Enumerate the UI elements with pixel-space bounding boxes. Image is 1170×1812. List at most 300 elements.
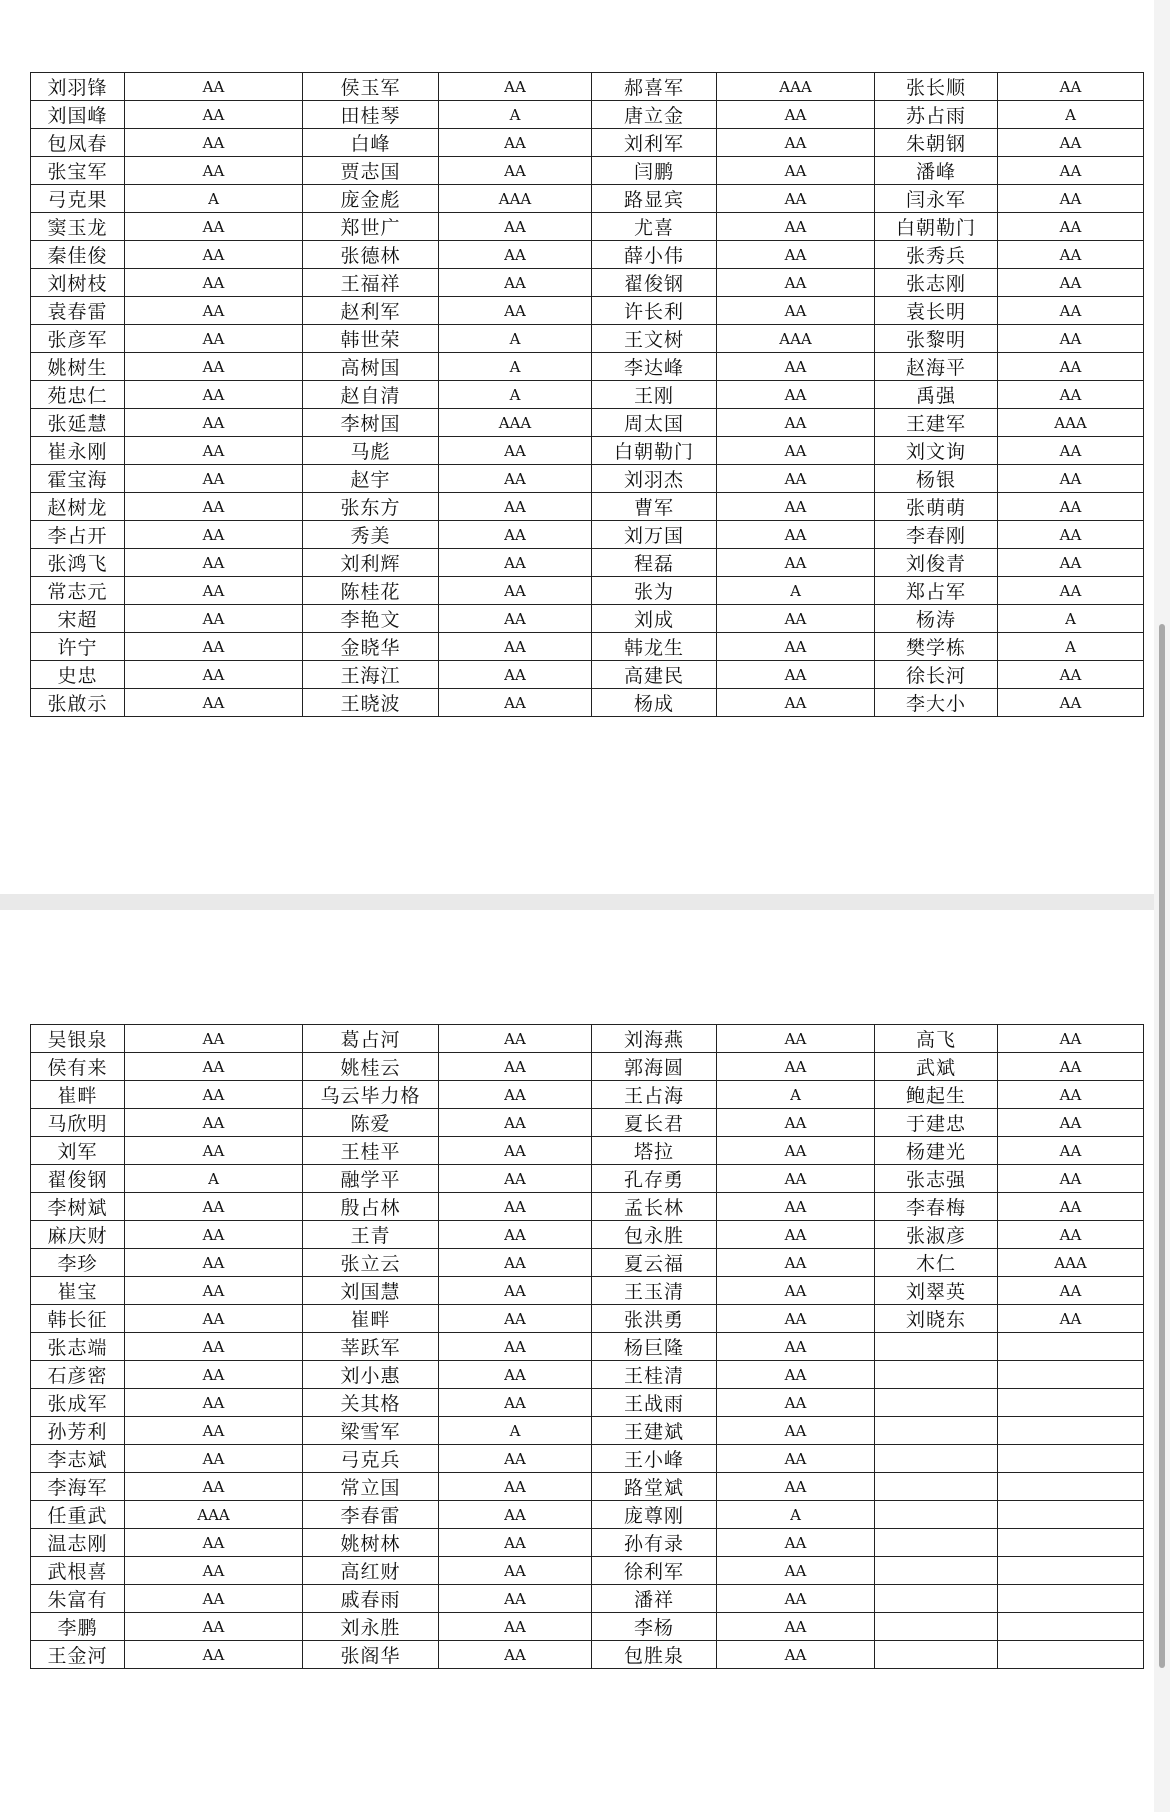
rating-cell: AA	[125, 1221, 303, 1249]
table-row	[31, 1613, 1144, 1641]
rating-cell: AA	[125, 73, 303, 101]
rating-cell: AA	[125, 1193, 303, 1221]
rating-cell: AA	[125, 1445, 303, 1473]
name-cell: 王桂清	[592, 1361, 717, 1389]
rating-cell: AA	[439, 1305, 592, 1333]
name-cell: 高建民	[592, 661, 717, 689]
name-cell: 白朝勒门	[875, 213, 998, 241]
rating-cell: A	[717, 1081, 875, 1109]
rating-cell: AA	[125, 1137, 303, 1165]
table-row	[31, 633, 1144, 661]
document-page-1	[0, 0, 1154, 894]
table-row	[31, 1389, 1144, 1417]
rating-cell: AA	[998, 437, 1144, 465]
rating-cell: AA	[439, 549, 592, 577]
rating-cell	[998, 1501, 1144, 1529]
table-row	[31, 297, 1144, 325]
name-cell: 崔畔	[303, 1305, 439, 1333]
name-cell: 夏长君	[592, 1109, 717, 1137]
table-row	[31, 409, 1144, 437]
name-cell: 武斌	[875, 1053, 998, 1081]
name-cell: 唐立金	[592, 101, 717, 129]
rating-cell: AA	[717, 101, 875, 129]
name-cell: 刘翠英	[875, 1277, 998, 1305]
table-row	[31, 1501, 1144, 1529]
rating-cell: AA	[998, 661, 1144, 689]
name-cell: 赵树龙	[31, 493, 125, 521]
rating-cell: AA	[125, 1557, 303, 1585]
rating-cell: AA	[125, 1333, 303, 1361]
table-row	[31, 465, 1144, 493]
name-cell: 赵宇	[303, 465, 439, 493]
name-cell: 白峰	[303, 129, 439, 157]
name-cell: 朱朝钢	[875, 129, 998, 157]
name-cell: 庞尊刚	[592, 1501, 717, 1529]
name-cell: 赵利军	[303, 297, 439, 325]
rating-cell: A	[439, 381, 592, 409]
name-cell: 陈桂花	[303, 577, 439, 605]
name-cell: 殷占林	[303, 1193, 439, 1221]
name-cell: 韩龙生	[592, 633, 717, 661]
rating-cell: AA	[717, 353, 875, 381]
rating-cell: AA	[998, 213, 1144, 241]
rating-cell: AAA	[717, 73, 875, 101]
rating-cell: A	[439, 1417, 592, 1445]
rating-cell: AA	[125, 129, 303, 157]
name-cell: 吴银泉	[31, 1025, 125, 1053]
name-cell: 李春梅	[875, 1193, 998, 1221]
rating-cell: AA	[717, 157, 875, 185]
name-cell: 张啟示	[31, 689, 125, 717]
rating-cell: AA	[439, 1473, 592, 1501]
name-cell: 袁春雷	[31, 297, 125, 325]
name-cell: 杨建光	[875, 1137, 998, 1165]
name-cell	[875, 1557, 998, 1585]
name-cell: 张鸿飞	[31, 549, 125, 577]
name-cell: 周太国	[592, 409, 717, 437]
name-cell: 弓克果	[31, 185, 125, 213]
rating-cell: AA	[125, 1473, 303, 1501]
rating-cell: AAA	[717, 325, 875, 353]
name-cell: 潘峰	[875, 157, 998, 185]
rating-cell: AA	[439, 1641, 592, 1669]
name-cell: 徐长河	[875, 661, 998, 689]
name-cell: 贾志国	[303, 157, 439, 185]
name-cell: 尤喜	[592, 213, 717, 241]
name-cell: 庞金彪	[303, 185, 439, 213]
rating-cell: AA	[717, 1053, 875, 1081]
rating-cell: AA	[998, 269, 1144, 297]
rating-cell: AA	[717, 269, 875, 297]
rating-cell: AA	[998, 353, 1144, 381]
rating-cell: AA	[717, 1445, 875, 1473]
rating-cell: A	[717, 1501, 875, 1529]
table-row	[31, 661, 1144, 689]
rating-cell: AA	[717, 1277, 875, 1305]
rating-cell: AA	[998, 689, 1144, 717]
name-cell	[875, 1501, 998, 1529]
name-cell: 霍宝海	[31, 465, 125, 493]
name-cell: 任重武	[31, 1501, 125, 1529]
rating-cell: AA	[125, 633, 303, 661]
name-cell: 张长顺	[875, 73, 998, 101]
rating-cell: AA	[439, 1361, 592, 1389]
name-cell: 麻庆财	[31, 1221, 125, 1249]
rating-cell: AA	[717, 1221, 875, 1249]
rating-cell: AA	[439, 465, 592, 493]
name-cell: 乌云毕力格	[303, 1081, 439, 1109]
name-cell	[875, 1389, 998, 1417]
rating-cell: A	[125, 185, 303, 213]
name-cell	[875, 1613, 998, 1641]
name-cell	[875, 1333, 998, 1361]
rating-cell: AA	[125, 1641, 303, 1669]
rating-cell: AA	[439, 1585, 592, 1613]
rating-cell	[998, 1417, 1144, 1445]
name-cell: 郑世广	[303, 213, 439, 241]
name-cell: 金晓华	[303, 633, 439, 661]
rating-cell: AA	[439, 1333, 592, 1361]
name-cell: 姚桂云	[303, 1053, 439, 1081]
name-cell: 秀美	[303, 521, 439, 549]
rating-cell: AA	[998, 129, 1144, 157]
name-cell: 郑占军	[875, 577, 998, 605]
rating-cell: AA	[717, 409, 875, 437]
name-cell: 张洪勇	[592, 1305, 717, 1333]
rating-cell: AA	[998, 73, 1144, 101]
table-row	[31, 157, 1144, 185]
rating-cell: AA	[998, 1053, 1144, 1081]
rating-cell: AA	[998, 493, 1144, 521]
name-cell: 田桂琴	[303, 101, 439, 129]
name-cell	[875, 1641, 998, 1669]
rating-cell: A	[439, 353, 592, 381]
name-cell: 赵海平	[875, 353, 998, 381]
rating-cell: AA	[717, 1641, 875, 1669]
rating-cell	[998, 1529, 1144, 1557]
name-cell: 杨成	[592, 689, 717, 717]
name-cell: 刘国慧	[303, 1277, 439, 1305]
rating-cell: AA	[125, 661, 303, 689]
name-cell: 张彦军	[31, 325, 125, 353]
name-cell	[875, 1529, 998, 1557]
rating-cell: AA	[998, 297, 1144, 325]
rating-cell: A	[998, 101, 1144, 129]
rating-cell: AA	[125, 1249, 303, 1277]
table-row	[31, 1473, 1144, 1501]
rating-cell: AA	[717, 605, 875, 633]
rating-cell: AA	[717, 633, 875, 661]
table-row	[31, 1333, 1144, 1361]
name-cell: 路堂斌	[592, 1473, 717, 1501]
name-cell: 张东方	[303, 493, 439, 521]
name-cell: 郝喜军	[592, 73, 717, 101]
rating-cell: AA	[717, 1165, 875, 1193]
rating-cell: AA	[125, 577, 303, 605]
rating-cell: AA	[998, 1305, 1144, 1333]
rating-cell: A	[717, 577, 875, 605]
name-cell: 李树斌	[31, 1193, 125, 1221]
table-row	[31, 325, 1144, 353]
name-cell: 朱富有	[31, 1585, 125, 1613]
name-cell: 李海军	[31, 1473, 125, 1501]
name-cell: 孙有录	[592, 1529, 717, 1557]
name-cell: 杨巨隆	[592, 1333, 717, 1361]
rating-cell: AA	[717, 1473, 875, 1501]
rating-cell	[998, 1361, 1144, 1389]
rating-cell: AA	[717, 241, 875, 269]
name-cell: 王占海	[592, 1081, 717, 1109]
table-row	[31, 577, 1144, 605]
rating-cell	[998, 1389, 1144, 1417]
name-cell: 侯有来	[31, 1053, 125, 1081]
name-cell: 苏占雨	[875, 101, 998, 129]
rating-cell: AA	[717, 661, 875, 689]
rating-cell	[998, 1585, 1144, 1613]
rating-cell: AA	[998, 521, 1144, 549]
table-row	[31, 493, 1144, 521]
name-cell: 刘利辉	[303, 549, 439, 577]
rating-cell: AA	[125, 493, 303, 521]
name-cell: 袁长明	[875, 297, 998, 325]
table-row	[31, 101, 1144, 129]
name-cell: 温志刚	[31, 1529, 125, 1557]
rating-cell	[998, 1445, 1144, 1473]
name-cell: 于建忠	[875, 1109, 998, 1137]
name-cell: 莘跃军	[303, 1333, 439, 1361]
table-row	[31, 241, 1144, 269]
name-cell: 高红财	[303, 1557, 439, 1585]
table-row	[31, 1641, 1144, 1669]
name-cell: 王文树	[592, 325, 717, 353]
rating-cell: AAA	[439, 185, 592, 213]
name-cell: 包永胜	[592, 1221, 717, 1249]
document-page-2	[0, 910, 1154, 1812]
name-cell: 李志斌	[31, 1445, 125, 1473]
table-row	[31, 185, 1144, 213]
name-cell: 陈爱	[303, 1109, 439, 1137]
rating-cell: AA	[125, 325, 303, 353]
name-cell: 翟俊钢	[592, 269, 717, 297]
name-cell: 许宁	[31, 633, 125, 661]
name-cell: 王战雨	[592, 1389, 717, 1417]
name-cell: 李达峰	[592, 353, 717, 381]
rating-cell: A	[439, 325, 592, 353]
name-cell: 张立云	[303, 1249, 439, 1277]
rating-cell: AA	[439, 1221, 592, 1249]
rating-cell: AA	[717, 297, 875, 325]
rating-cell: AA	[439, 1137, 592, 1165]
table-row	[31, 1557, 1144, 1585]
name-cell: 李大小	[875, 689, 998, 717]
rating-cell: A	[439, 101, 592, 129]
rating-cell: AA	[125, 101, 303, 129]
name-cell: 姚树生	[31, 353, 125, 381]
name-cell: 王桂平	[303, 1137, 439, 1165]
rating-cell: AA	[717, 381, 875, 409]
rating-cell: AA	[717, 521, 875, 549]
rating-cell: AA	[439, 1249, 592, 1277]
name-cell: 王刚	[592, 381, 717, 409]
name-cell: 侯玉军	[303, 73, 439, 101]
name-cell: 李春雷	[303, 1501, 439, 1529]
name-cell: 崔畔	[31, 1081, 125, 1109]
rating-cell: AA	[717, 1109, 875, 1137]
rating-cell: A	[125, 1165, 303, 1193]
name-cell: 窦玉龙	[31, 213, 125, 241]
rating-cell	[998, 1613, 1144, 1641]
name-cell: 路显宾	[592, 185, 717, 213]
name-cell: 武根喜	[31, 1557, 125, 1585]
name-cell: 刘晓东	[875, 1305, 998, 1333]
rating-cell: AA	[125, 1529, 303, 1557]
rating-cell: AA	[439, 689, 592, 717]
rating-cell: AA	[717, 1557, 875, 1585]
name-cell: 崔宝	[31, 1277, 125, 1305]
name-cell: 李鹏	[31, 1613, 125, 1641]
name-cell: 杨银	[875, 465, 998, 493]
rating-cell: AA	[439, 1165, 592, 1193]
name-cell: 宋超	[31, 605, 125, 633]
name-cell: 刘树枝	[31, 269, 125, 297]
rating-cell: AA	[125, 1361, 303, 1389]
rating-cell: AA	[125, 1025, 303, 1053]
rating-cell: AA	[439, 1025, 592, 1053]
table-row	[31, 1081, 1144, 1109]
rating-cell: AA	[998, 1109, 1144, 1137]
name-cell: 李艳文	[303, 605, 439, 633]
table-row	[31, 353, 1144, 381]
table-row	[31, 1193, 1144, 1221]
rating-cell: AA	[717, 1389, 875, 1417]
rating-cell: AA	[717, 1249, 875, 1277]
name-cell: 崔永刚	[31, 437, 125, 465]
name-cell: 李杨	[592, 1613, 717, 1641]
name-cell: 刘成	[592, 605, 717, 633]
scrollbar-thumb[interactable]	[1159, 624, 1165, 1668]
table-row	[31, 1361, 1144, 1389]
rating-cell: AA	[439, 157, 592, 185]
name-cell: 张淑彦	[875, 1221, 998, 1249]
name-cell	[875, 1585, 998, 1613]
credit-rating-table-2	[30, 1024, 1144, 1669]
name-cell: 王晓波	[303, 689, 439, 717]
name-cell: 李占开	[31, 521, 125, 549]
rating-cell	[998, 1641, 1144, 1669]
name-cell: 曹军	[592, 493, 717, 521]
rating-cell: AA	[998, 157, 1144, 185]
rating-cell: AA	[125, 1109, 303, 1137]
name-cell: 刘永胜	[303, 1613, 439, 1641]
name-cell: 刘羽锋	[31, 73, 125, 101]
name-cell	[875, 1445, 998, 1473]
rating-cell: AA	[998, 381, 1144, 409]
rating-cell: AA	[439, 73, 592, 101]
table-row	[31, 1165, 1144, 1193]
rating-cell: AA	[998, 1165, 1144, 1193]
name-cell: 闫永军	[875, 185, 998, 213]
name-cell: 翟俊钢	[31, 1165, 125, 1193]
name-cell: 孙芳利	[31, 1417, 125, 1445]
name-cell: 张志强	[875, 1165, 998, 1193]
rating-cell: AA	[439, 521, 592, 549]
name-cell: 李春刚	[875, 521, 998, 549]
rating-cell: AA	[125, 381, 303, 409]
name-cell: 苑忠仁	[31, 381, 125, 409]
table-row	[31, 269, 1144, 297]
table-row	[31, 1221, 1144, 1249]
name-cell: 王小峰	[592, 1445, 717, 1473]
table-row	[31, 1249, 1144, 1277]
name-cell: 史忠	[31, 661, 125, 689]
name-cell: 高飞	[875, 1025, 998, 1053]
name-cell: 王海江	[303, 661, 439, 689]
rating-cell: AA	[717, 437, 875, 465]
name-cell: 王建军	[875, 409, 998, 437]
rating-cell: AA	[998, 1081, 1144, 1109]
rating-cell: AA	[717, 1417, 875, 1445]
rating-cell: AA	[125, 1277, 303, 1305]
rating-cell: AA	[439, 1445, 592, 1473]
rating-cell: AAA	[998, 409, 1144, 437]
name-cell: 秦佳俊	[31, 241, 125, 269]
rating-cell: AAA	[439, 409, 592, 437]
name-cell: 王金河	[31, 1641, 125, 1669]
name-cell: 刘文询	[875, 437, 998, 465]
table-row	[31, 129, 1144, 157]
rating-cell: AA	[998, 1025, 1144, 1053]
name-cell: 李珍	[31, 1249, 125, 1277]
rating-cell: AA	[439, 1501, 592, 1529]
rating-cell: AA	[717, 1529, 875, 1557]
table-row	[31, 1417, 1144, 1445]
rating-cell: AA	[717, 213, 875, 241]
vertical-scrollbar[interactable]	[1154, 0, 1170, 1812]
table-row	[31, 1025, 1144, 1053]
rating-cell: AAA	[998, 1249, 1144, 1277]
rating-cell: AA	[439, 633, 592, 661]
table-row	[31, 689, 1144, 717]
name-cell: 程磊	[592, 549, 717, 577]
table-row	[31, 73, 1144, 101]
name-cell: 张萌萌	[875, 493, 998, 521]
rating-cell: AA	[439, 1389, 592, 1417]
name-cell: 刘利军	[592, 129, 717, 157]
rating-cell: AA	[125, 465, 303, 493]
rating-cell: AA	[998, 241, 1144, 269]
rating-cell: AA	[125, 157, 303, 185]
rating-cell: AA	[125, 1389, 303, 1417]
name-cell: 石彦密	[31, 1361, 125, 1389]
rating-cell: AA	[125, 269, 303, 297]
rating-cell: AA	[125, 409, 303, 437]
rating-cell: AA	[717, 1585, 875, 1613]
name-cell: 薛小伟	[592, 241, 717, 269]
name-cell: 刘国峰	[31, 101, 125, 129]
name-cell: 张黎明	[875, 325, 998, 353]
name-cell	[875, 1361, 998, 1389]
rating-cell: AA	[998, 1193, 1144, 1221]
rating-cell: AA	[717, 465, 875, 493]
name-cell: 夏云福	[592, 1249, 717, 1277]
name-cell: 李树国	[303, 409, 439, 437]
rating-cell: AA	[439, 129, 592, 157]
table-row	[31, 381, 1144, 409]
table-row	[31, 1277, 1144, 1305]
table-row	[31, 1529, 1144, 1557]
rating-cell: AA	[439, 661, 592, 689]
rating-cell: AA	[125, 1417, 303, 1445]
